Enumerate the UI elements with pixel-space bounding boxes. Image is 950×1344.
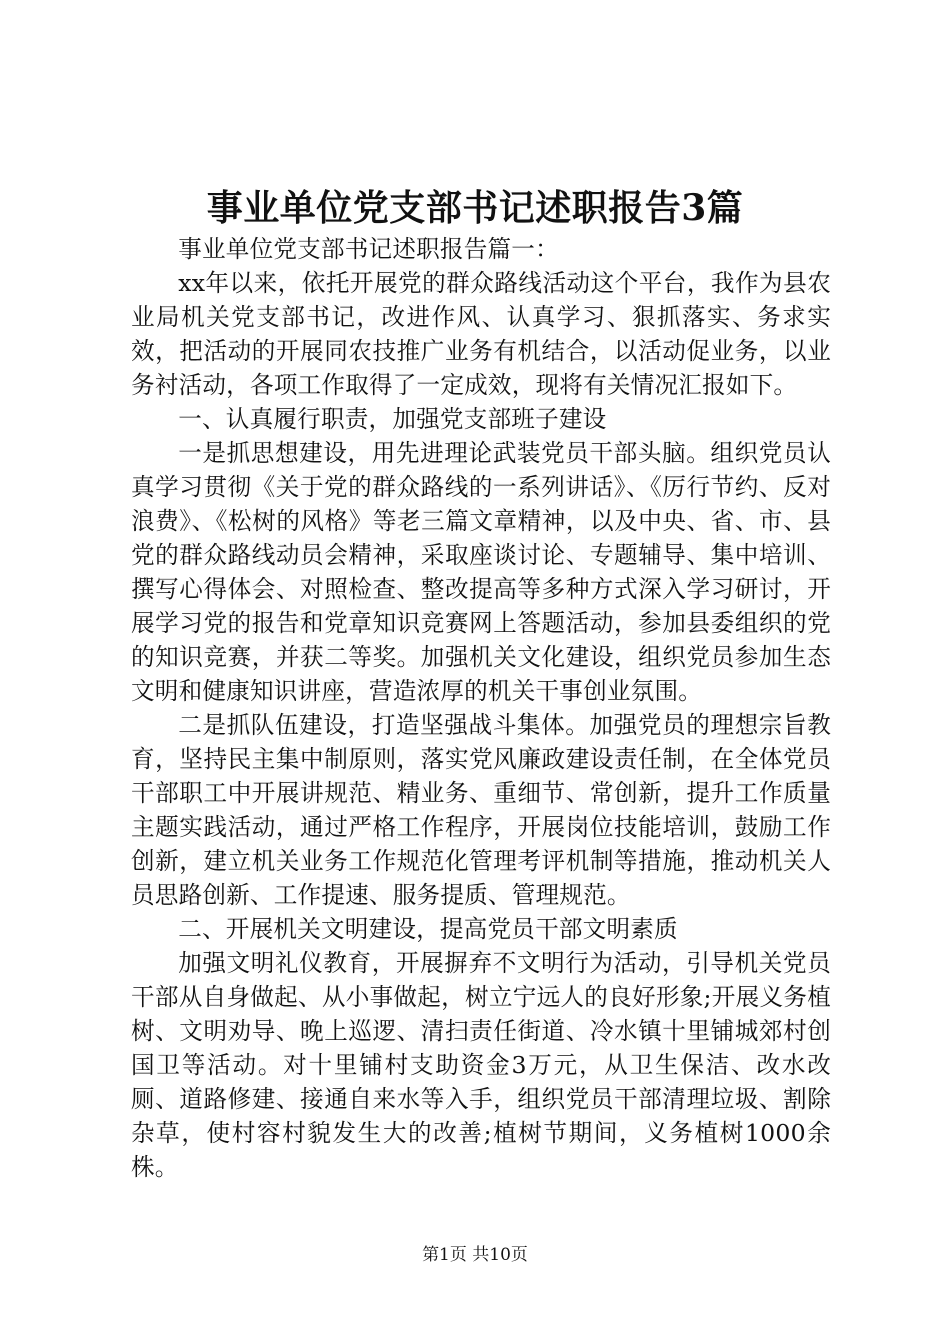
paragraph-intro-heading: 事业单位党支部书记述职报告篇一： — [178, 235, 559, 263]
paragraph-civility: 加强文明礼仪教育，开展摒弃不文明行为活动，引导机关党员干部从自身做起、从小事做起，树立宁远人的良好形象;开展义务植树、文明劝导、晚上巡逻、清扫责任街道、冷水镇十里铺城郊村创国卫等活动。对十里铺村支助资金3万元，从卫生保洁、改水改厕、道路修建、接通自来水等入手，组织党员干部清理垃圾、割除杂草，使村容村貌发生大的改善;植树节期间，义务植树1000余株。 — [131, 949, 831, 1181]
page-footer: 第1页 共10页 — [422, 1245, 528, 1265]
paragraph-team: 二是抓队伍建设，打造坚强战斗集体。加强党员的理想宗旨教育，坚持民主集中制原则，落实党风廉政建设责任制，在全体党员干部职工中开展讲规范、精业务、重细节、常创新，提升工作质量主题实践活动，通过严格工作程序，开展岗位技能培训，鼓励工作创新，建立机关业务工作规范化管理考评机制等措施，推动机关人员思路创新、工作提速、服务提质、管理规范。 — [131, 711, 831, 909]
document-title: 事业单位党支部书记述职报告3篇 — [206, 187, 744, 229]
section-heading-2: 二、开展机关文明建设，提高党员干部文明素质 — [178, 915, 678, 943]
section-heading-1: 一、认真履行职责，加强党支部班子建设 — [178, 405, 607, 433]
paragraph-intro: xx年以来，依托开展党的群众路线活动这个平台，我作为县农业局机关党支部书记，改进作风、认真学习、狠抓落实、务求实效，把活动的开展同农技推广业务有机结合，以活动促业务，以业务衬活动，各项工作取得了一定成效，现将有关情况汇报如下。 — [131, 269, 831, 399]
paragraph-ideology: 一是抓思想建设，用先进理论武装党员干部头脑。组织党员认真学习贯彻《关于党的群众路线的一系列讲话》、《厉行节约、反对浪费》、《松树的风格》等老三篇文章精神，以及中央、省、市、县党的群众路线动员会精神，采取座谈讨论、专题辅导、集中培训、撰写心得体会、对照检查、整改提高等多种方式深入学习研讨，开展学习党的报告和党章知识竞赛网上答题活动，参加县委组织的党的知识竞赛，并获二等奖。加强机关文化建设，组织党员参加生态文明和健康知识讲座，营造浓厚的机关干事创业氛围。 — [131, 439, 831, 705]
document-body — [131, 232, 831, 1184]
